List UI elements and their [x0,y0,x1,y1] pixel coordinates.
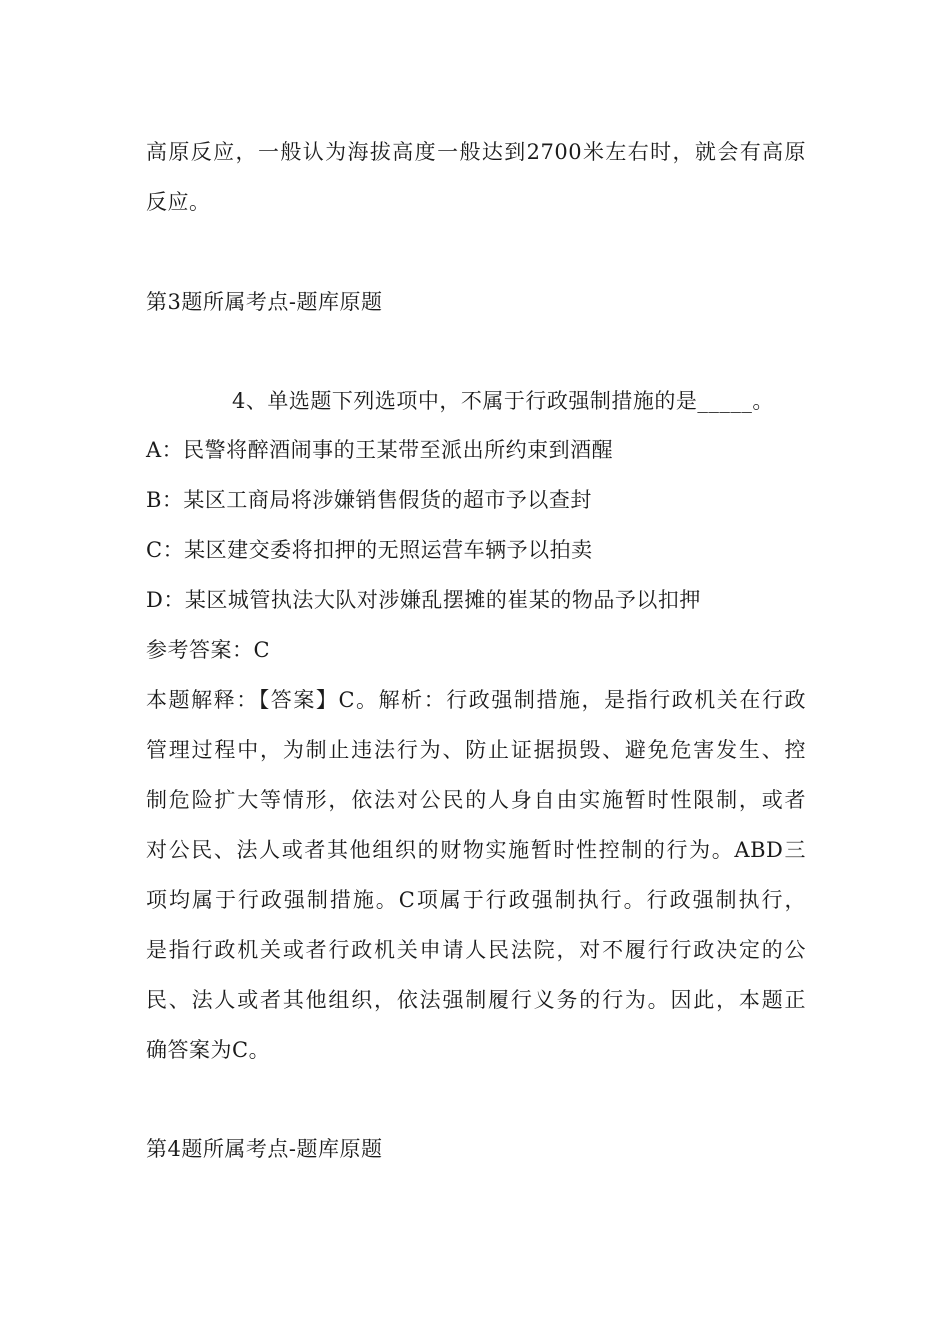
q4-option-b: B：某区工商局将涉嫌销售假货的超市予以查封 [146,488,592,512]
intro-line-1: 高原反应，一般认为海拔高度一般达到2700米左右时，就会有高原 [146,140,806,164]
q4-explanation-line-2: 管理过程中，为制止违法行为、防止证据损毁、避免危害发生、控 [146,738,806,762]
q4-explanation-line-5: 项均属于行政强制措施。C项属于行政强制执行。行政强制执行， [146,888,806,912]
q3-knowledge-point: 第3题所属考点-题库原题 [146,290,383,314]
q4-stem: 4、单选题下列选项中，不属于行政强制措施的是_____。 [232,389,774,413]
q4-explanation-line-4: 对公民、法人或者其他组织的财物实施暂时性控制的行为。ABD三 [146,838,806,862]
q4-explanation-line-6: 是指行政机关或者行政机关申请人民法院，对不履行行政决定的公 [146,938,806,962]
q4-option-a: A：民警将醉酒闹事的王某带至派出所约束到酒醒 [146,438,614,462]
q4-option-d: D：某区城管执法大队对涉嫌乱摆摊的崔某的物品予以扣押 [146,588,701,612]
q4-explanation-line-1: 本题解释：【答案】C。解析：行政强制措施，是指行政机关在行政 [146,688,806,712]
intro-line-2: 反应。 [146,190,211,214]
q4-knowledge-point: 第4题所属考点-题库原题 [146,1137,383,1161]
q4-answer: 参考答案：C [146,638,271,662]
q4-explanation-line-7: 民、法人或者其他组织，依法强制履行义务的行为。因此，本题正 [146,988,806,1012]
q4-explanation-line-8: 确答案为C。 [146,1038,271,1062]
q4-option-c: C：某区建交委将扣押的无照运营车辆予以拍卖 [146,538,593,562]
q4-explanation-line-3: 制危险扩大等情形，依法对公民的人身自由实施暂时性限制，或者 [146,788,806,812]
